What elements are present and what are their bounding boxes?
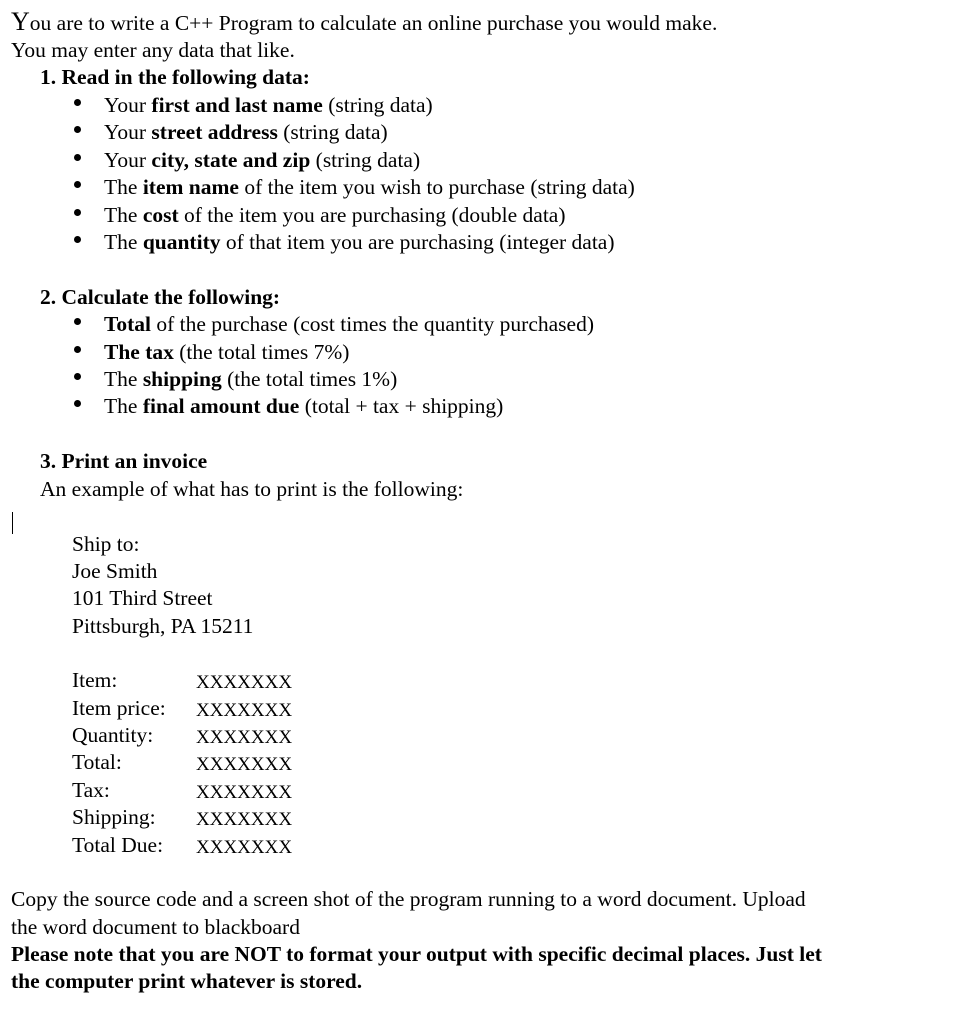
invoice-value-quantity: XXXXXXX <box>196 727 293 748</box>
invoice-value-total: XXXXXXX <box>196 754 293 775</box>
section2-heading: 2. Calculate the following: <box>40 285 281 309</box>
footer-line-2: the word document to blackboard <box>11 915 300 939</box>
bullet-icon <box>74 236 81 243</box>
intro-line-1 <box>11 8 717 37</box>
invoice-label-total-due: Total Due: <box>72 833 164 857</box>
section1-item: Your street address (string data) <box>104 120 388 144</box>
section1-item: The quantity of that item you are purchasing (integer data) <box>104 230 615 254</box>
bullet-icon <box>74 373 81 380</box>
section3-subtext: An example of what has to print is the following: <box>40 477 464 501</box>
section1-item: Your city, state and zip (string data) <box>104 148 421 172</box>
cropped-text-fragment <box>60 0 100 2</box>
footer-note-line-2: the computer print whatever is stored. <box>11 969 363 993</box>
bullet-icon <box>74 99 81 106</box>
invoice-value-item: XXXXXXX <box>196 672 293 693</box>
intro-line-2: You may enter any data that like. <box>11 38 295 62</box>
bullet-icon <box>74 400 81 407</box>
intro-first-letter: Y <box>11 7 30 36</box>
section2-item: The final amount due (total + tax + shipping) <box>104 394 504 418</box>
ship-to-label: Ship to: <box>72 532 140 556</box>
section2-item: The tax (the total times 7%) <box>104 340 350 364</box>
bullet-icon <box>74 346 81 353</box>
bullet-icon <box>74 181 81 188</box>
text-cursor <box>12 512 13 534</box>
section2-item: The shipping (the total times 1%) <box>104 367 398 391</box>
invoice-value-tax: XXXXXXX <box>196 782 293 803</box>
intro-line-1-text: ou are to write a C++ Program to calculate an online purchase you would make. <box>29 11 718 35</box>
section1-item: The item name of the item you wish to purchase (string data) <box>104 175 635 199</box>
section1-item: Your first and last name (string data) <box>104 93 433 117</box>
invoice-value-shipping: XXXXXXX <box>196 809 293 830</box>
section1-heading: 1. Read in the following data: <box>40 65 310 89</box>
ship-to-name: Joe Smith <box>72 559 158 583</box>
invoice-value-item-price: XXXXXXX <box>196 700 293 721</box>
bullet-icon <box>74 126 81 133</box>
invoice-label-total: Total: <box>72 750 122 774</box>
bullet-icon <box>74 318 81 325</box>
invoice-label-shipping: Shipping: <box>72 805 156 829</box>
section2-item: Total of the purchase (cost times the quantity purchased) <box>104 312 594 336</box>
invoice-label-quantity: Quantity: <box>72 723 154 747</box>
ship-to-street: 101 Third Street <box>72 586 213 610</box>
bullet-icon <box>74 209 81 216</box>
invoice-label-item: Item: <box>72 668 118 692</box>
ship-to-city: Pittsburgh, PA 15211 <box>72 614 254 638</box>
footer-note-line-1: Please note that you are NOT to format your output with specific decimal places. Just let <box>11 942 822 966</box>
invoice-label-tax: Tax: <box>72 778 110 802</box>
footer-line-1: Copy the source code and a screen shot of the program running to a word document. Upload <box>11 887 806 911</box>
section1-item: The cost of the item you are purchasing (double data) <box>104 203 566 227</box>
invoice-label-item-price: Item price: <box>72 696 166 720</box>
section3-heading: 3. Print an invoice <box>40 449 208 473</box>
bullet-icon <box>74 154 81 161</box>
invoice-value-total-due: XXXXXXX <box>196 837 293 858</box>
